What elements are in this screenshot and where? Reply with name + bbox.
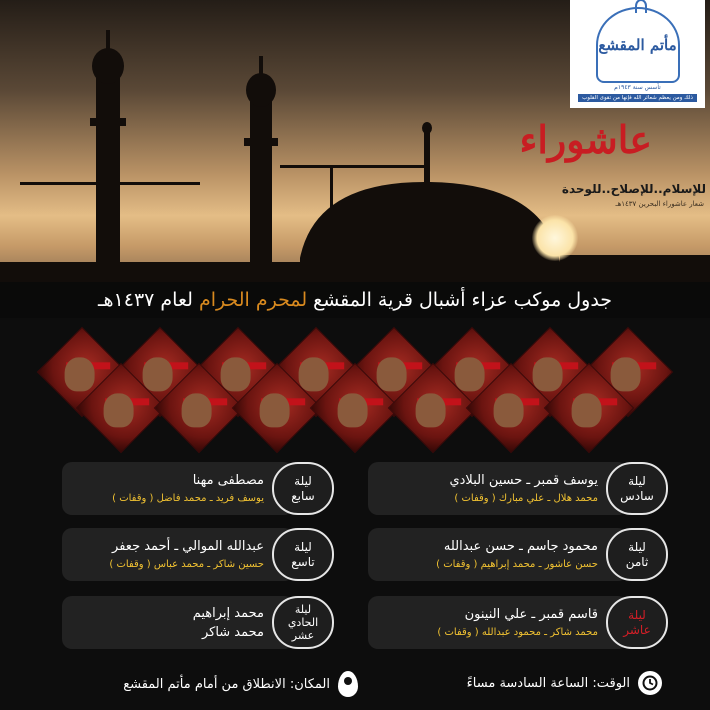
location-pin-icon	[338, 671, 358, 697]
night-badge: ليلة سابع	[272, 462, 334, 515]
footer	[0, 666, 710, 702]
entry-body	[368, 596, 628, 649]
entry-body	[62, 596, 294, 649]
page-title	[0, 282, 710, 318]
entry-names: محمود جاسم ـ حسن عبدالله	[443, 539, 598, 554]
place-text: المكان: الانطلاق من أمام مأتم المقشع	[123, 676, 330, 692]
entry-body	[62, 528, 294, 581]
entry-sub: محمد شاكر	[201, 624, 264, 640]
entry-names: محمد إبراهيم	[192, 605, 264, 621]
entry-names: مصطفى مهنا	[192, 473, 264, 488]
time-info	[467, 671, 662, 695]
schedule-entry-night-11	[72, 596, 334, 649]
schedule-entry-night-10	[378, 596, 668, 649]
ashura-motto: للإسلام..للإصلاح..للوحدة	[561, 182, 706, 196]
night-badge: ليلة عاشر	[606, 596, 668, 649]
ashura-caption: شعار عاشوراء البحرين ١٤٣٧هـ	[615, 200, 704, 208]
night-badge: ليلة سادس	[606, 462, 668, 515]
entry-names: قاسم قمبر ـ علي النينون	[464, 607, 598, 622]
schedule-entry-night-8	[378, 528, 668, 581]
entry-sub: محمد هلال ـ علي مبارك ( وقفات )	[454, 493, 598, 504]
clock-icon	[638, 671, 662, 695]
entry-names: عبدالله الموالي ـ أحمد جعفر	[112, 539, 264, 554]
ashura-campaign	[519, 117, 710, 208]
logo-motto: ذلك ومن يعظم شعائر الله فإنها من تقوى القلوب	[578, 94, 697, 102]
entry-sub: حسين شاكر ـ محمد عباس ( وقفات )	[109, 559, 264, 570]
logo-script: مأتم المقشع	[598, 35, 677, 54]
title-accent: لمحرم الحرام	[198, 289, 308, 311]
logo-founded: تأسس سنة ١٩٤٣م	[614, 83, 661, 91]
place-info	[123, 671, 358, 697]
entry-body	[368, 462, 628, 515]
title-part-1: جدول موكب عزاء أشبال قرية المقشع	[313, 289, 613, 311]
night-badge: ليلة تاسع	[272, 528, 334, 581]
night-badge: ليلة الحادي عشر	[272, 596, 334, 649]
schedule-entry-night-6	[378, 462, 668, 515]
time-text: الوقت: الساعة السادسة مساءً	[466, 675, 630, 691]
entry-sub: يوسف فريد ـ محمد فاضل ( وقفات )	[112, 493, 264, 504]
entry-sub: محمد شاكر ـ محمود عبدالله ( وقفات )	[437, 627, 598, 638]
entry-body	[62, 462, 294, 515]
dome-emblem-icon	[596, 7, 680, 83]
entry-sub: حسن عاشور ـ محمد إبراهيم ( وقفات )	[436, 559, 598, 570]
sun	[532, 215, 578, 261]
schedule-entry-night-7	[72, 462, 334, 515]
entry-body	[368, 528, 628, 581]
schedule-entry-night-9	[72, 528, 334, 581]
ashura-word: عاشوراء	[519, 117, 652, 162]
entry-names: يوسف قمبر ـ حسين البلادي	[449, 473, 598, 488]
mosque-logo	[570, 0, 705, 108]
title-part-2: لعام ١٤٣٧هـ	[97, 289, 193, 311]
participants-photo-strip	[0, 330, 710, 448]
night-badge: ليلة ثامن	[606, 528, 668, 581]
